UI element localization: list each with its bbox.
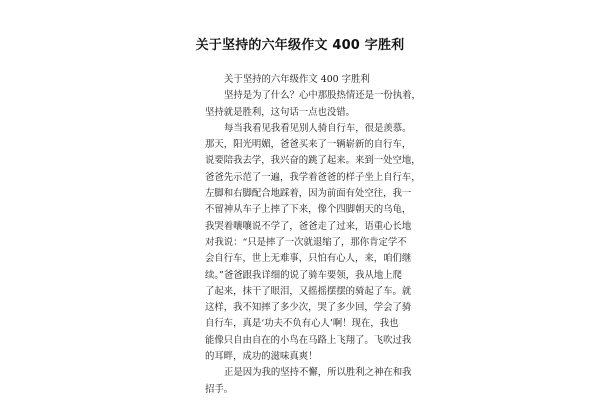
essay-line: 坚持就是胜利，这句话一点也没错。	[205, 106, 356, 118]
essay-line: 对我说：“只是摔了一次就退缩了，那你肯定学不	[205, 236, 407, 248]
essay-line: 坚持是为了什么？心中那股热情还是一份执着，	[224, 90, 421, 102]
essay-line: 了起来，抹干了眼泪，又摇摇摆摆的骑起了车。就	[205, 285, 412, 297]
essay-line: 正是因为我的坚持不懈，所以胜利之神在和我	[224, 367, 412, 379]
essay-line: 不留神从车子上摔了下来，像个四脚朝天的乌龟，	[205, 204, 412, 216]
essay-line: 左脚和右脚配合地踩着，因为前面有处空往，我一	[205, 188, 412, 200]
essay-line: 的耳畔，成功的滋味真爽！	[205, 351, 318, 363]
essay-line: 续。”爸爸跟我详细的说了骑车要领，我从地上爬	[205, 269, 402, 281]
essay-line: 说要陪我去学，我兴奋的跳了起来。来到一处空地，	[205, 155, 421, 167]
essay-line: 能像只自由自在的小鸟在马路上飞翔了。飞吹过我	[205, 334, 412, 346]
essay-line: 这样，我不知摔了多少次，哭了多少回，学会了骑	[205, 302, 412, 314]
essay-line: 招手。	[205, 383, 234, 395]
essay-line: 关于坚持的六年级作文 400 字胜利	[224, 74, 370, 85]
essay-line: 爸爸先示范了一遍，我学着爸爸的样子坐上自行车，	[205, 171, 421, 183]
essay-line: 那天，阳光明媚，爸爸买来了一辆崭新的自行车，	[205, 139, 412, 151]
essay-line: 自行车，真是‘功夫不负有心人’啊！现在，我也	[205, 318, 399, 330]
essay-line: 会自行车，世上无难事，只怕有心人，来，咱们继	[205, 253, 412, 265]
essay-body	[205, 72, 421, 398]
essay-line: 我哭着嚷嚷说不学了，爸爸走了过来，语重心长地	[205, 220, 412, 232]
page-title: 关于坚持的六年级作文 400 字胜利	[195, 38, 405, 53]
essay-line: 每当我看见我看见别人骑自行车，很是羡慕。	[224, 122, 412, 134]
